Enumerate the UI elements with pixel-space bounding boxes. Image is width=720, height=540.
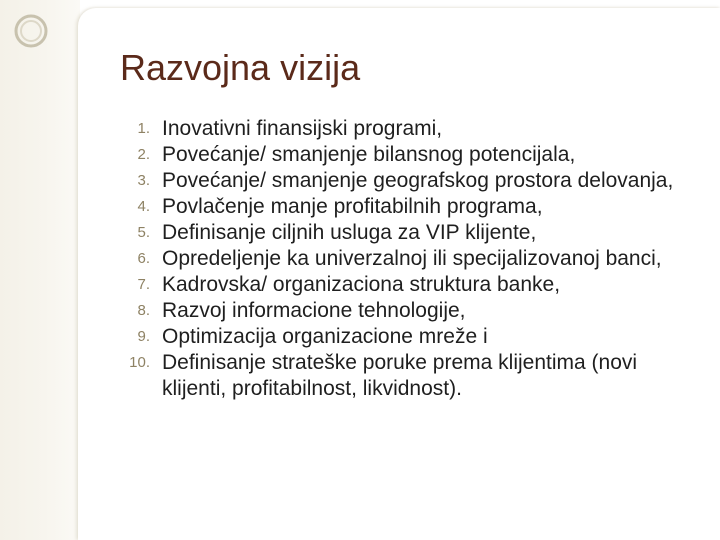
list-item xyxy=(100,220,700,246)
list-item-text: Kadrovska/ organizaciona struktura banke, xyxy=(162,273,561,296)
slide-side-border xyxy=(0,0,80,540)
list-item-number: 8. xyxy=(137,302,150,319)
list-item-number: 6. xyxy=(137,250,150,267)
list-item-text: Povećanje/ smanjenje geografskog prostora delovanja, xyxy=(162,169,674,192)
list-item xyxy=(100,246,700,272)
list-item xyxy=(100,350,700,402)
list-item-number: 7. xyxy=(137,276,150,293)
list-item-number: 3. xyxy=(137,172,150,189)
list-item-text: Inovativni finansijski programi, xyxy=(162,117,443,140)
list-item-text: Optimizacija organizacione mreže i xyxy=(162,325,488,348)
list-item xyxy=(100,142,700,168)
list-item-text: Definisanje strateške poruke prema klijentima (novi klijenti, profitabilnost, likvidnost). xyxy=(162,351,638,400)
list-item-number: 1. xyxy=(137,120,150,137)
list-item-text: Definisanje ciljnih usluga za VIP klijente, xyxy=(162,221,537,244)
list-item-number: 9. xyxy=(137,328,150,345)
list-item xyxy=(100,298,700,324)
list-item-text: Razvoj informacione tehnologije, xyxy=(162,299,466,322)
list-item-text: Opredeljenje ka univerzalnoj ili specijalizovanoj banci, xyxy=(162,247,662,270)
list-item-number: 4. xyxy=(137,198,150,215)
list-item-number: 10. xyxy=(129,354,150,371)
list-item xyxy=(100,324,700,350)
list-item xyxy=(100,168,700,194)
list-item xyxy=(100,194,700,220)
list-item-text: Povećanje/ smanjenje bilansnog potencijala, xyxy=(162,143,576,166)
ring-ornament-icon xyxy=(13,13,49,49)
slide-title: Razvojna vizija xyxy=(120,47,361,88)
vision-list xyxy=(100,116,700,402)
list-item-number: 5. xyxy=(137,224,150,241)
list-item-text: Povlačenje manje profitabilnih programa, xyxy=(162,195,543,218)
list-item xyxy=(100,272,700,298)
list-item-number: 2. xyxy=(137,146,150,163)
list-item xyxy=(100,116,700,142)
